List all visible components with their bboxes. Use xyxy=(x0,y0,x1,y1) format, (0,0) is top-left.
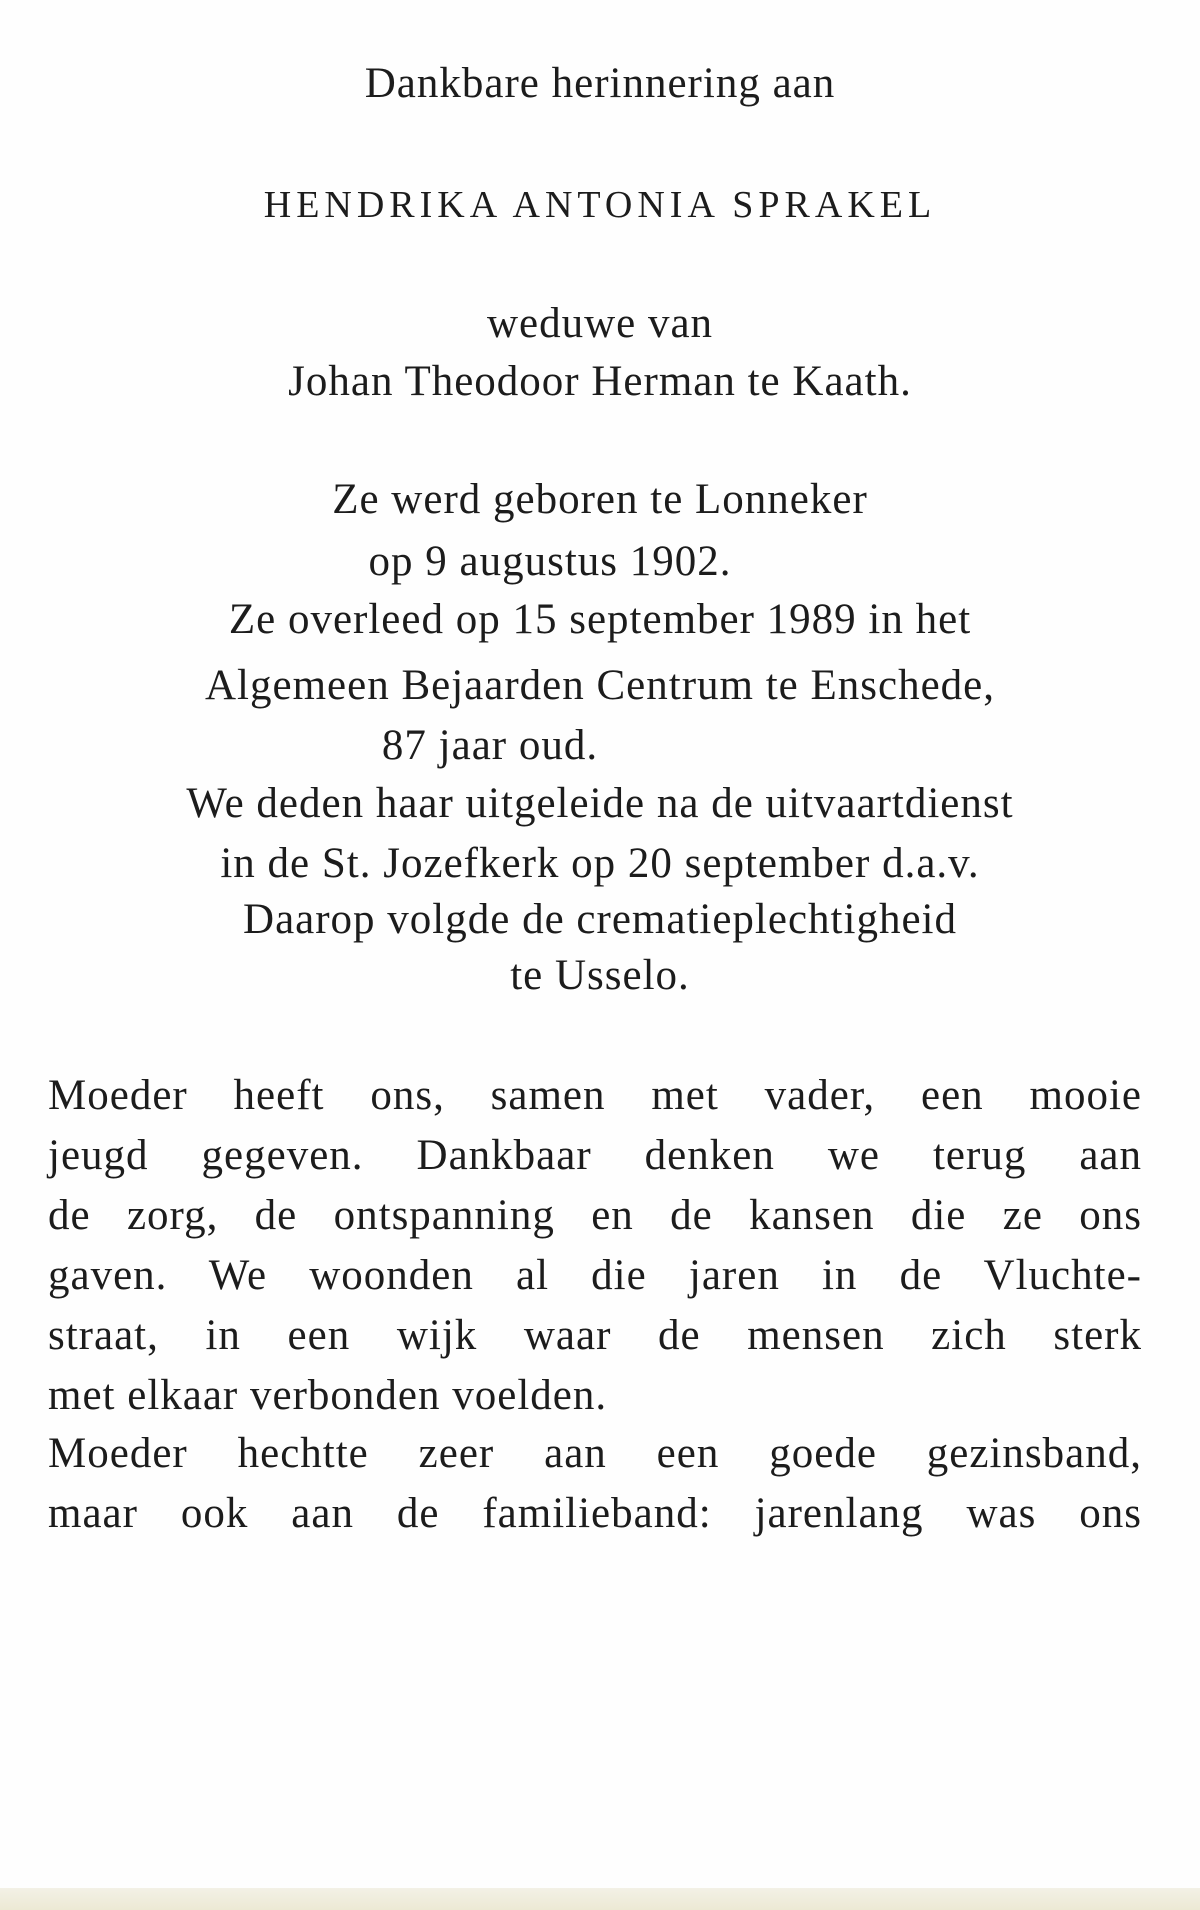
funeral-service: We deden haar uitgeleide na de uitvaartdienst xyxy=(186,780,1014,827)
card-bottom-edge xyxy=(0,1888,1200,1910)
spouse-intro: weduwe van xyxy=(486,300,714,347)
cremation-note: Daarop volgde de crematieplechtigheid xyxy=(243,896,957,943)
memory-line: gaven. We woonden al die jaren in de Vluchte- xyxy=(48,1252,1142,1299)
death-place: Algemeen Bejaarden Centrum te Enschede, xyxy=(204,662,995,709)
deceased-name: HENDRIKA ANTONIA SPRAKEL xyxy=(263,184,937,226)
age-at-death: 87 jaar oud. xyxy=(381,722,599,769)
birth-place: Ze werd geboren te Lonneker xyxy=(332,476,868,523)
death-date: Ze overleed op 15 september 1989 in het xyxy=(228,596,972,643)
memory-line: maar ook aan de familieband: jarenlang was ons xyxy=(48,1490,1142,1537)
cremation-place: te Usselo. xyxy=(510,952,690,999)
memory-line: Moeder heeft ons, samen met vader, een mooie xyxy=(48,1072,1142,1119)
memory-line: jeugd gegeven. Dankbaar denken we terug aan xyxy=(48,1132,1142,1179)
memory-line: straat, in een wijk waar de mensen zich sterk xyxy=(48,1312,1142,1359)
funeral-church: in de St. Jozefkerk op 20 september d.a.v. xyxy=(220,840,980,887)
spouse-name: Johan Theodoor Herman te Kaath. xyxy=(288,358,912,405)
memory-line: met elkaar verbonden voelden. xyxy=(48,1372,608,1419)
intro-heading: Dankbare herinnering aan xyxy=(364,60,836,107)
birth-date: op 9 augustus 1902. xyxy=(368,538,732,585)
memory-line: Moeder hechtte zeer aan een goede gezinsband, xyxy=(48,1430,1142,1477)
memory-line: de zorg, de ontspanning en de kansen die ze ons xyxy=(48,1192,1142,1239)
